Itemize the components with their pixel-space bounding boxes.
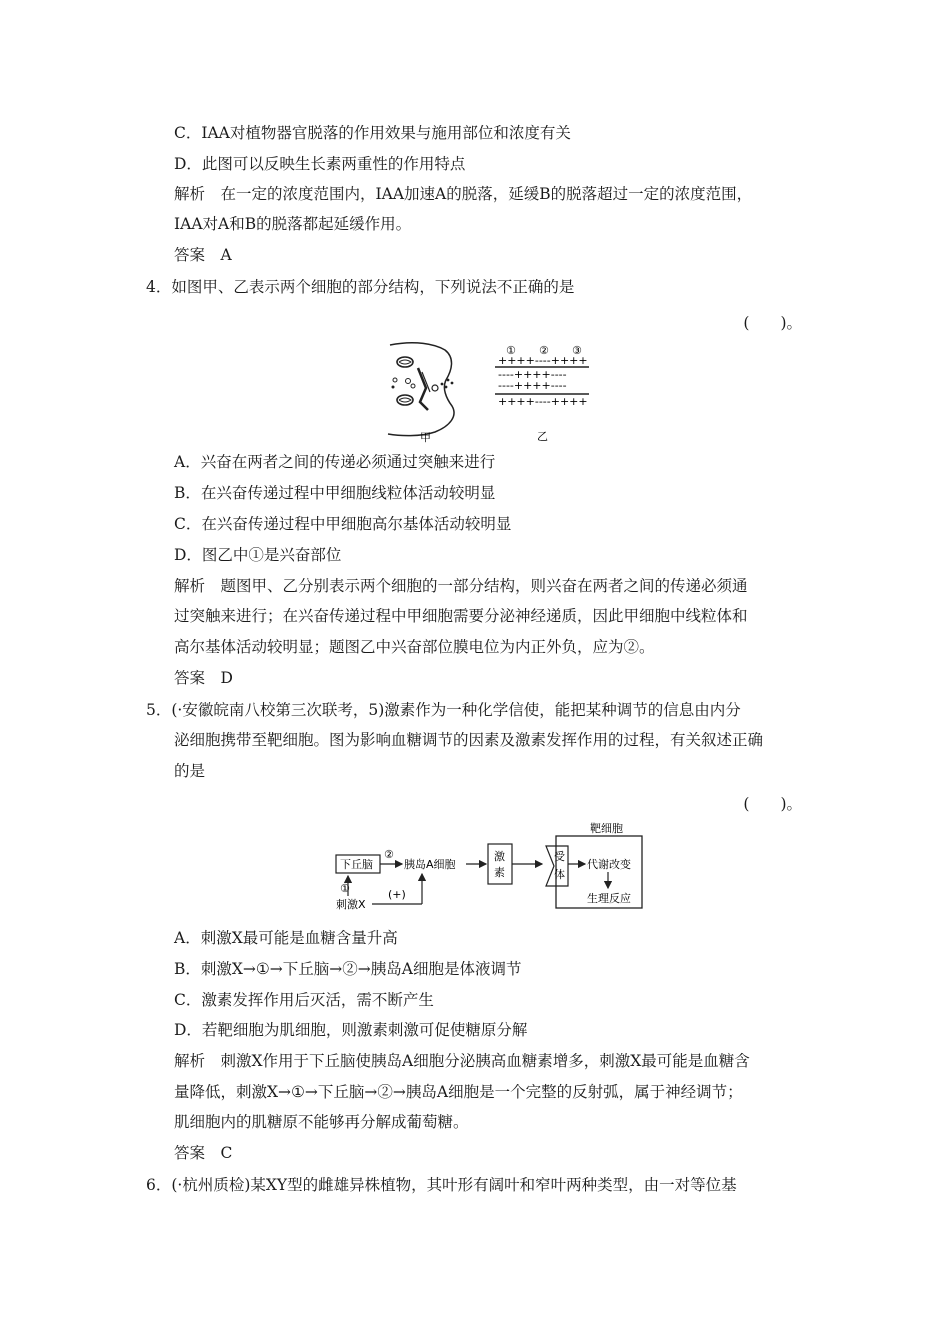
- q6-stem-line1: 6．(·杭州质检)某XY型的雌雄异株植物，其叶形有阔叶和窄叶两种类型，由一对等位基: [146, 1176, 737, 1194]
- q3-option-d: D．此图可以反映生长素两重性的作用特点: [174, 155, 466, 173]
- q4-option-d: D．图乙中①是兴奋部位: [174, 546, 342, 564]
- fig-metabolism-label: 代谢改变: [587, 858, 631, 871]
- q5-stem-line2: 泌细胞携带至靶细胞。图为影响血糖调节的因素及激素发挥作用的过程，有关叙述正确: [174, 731, 764, 749]
- fig-stimulus-label: 刺激X: [336, 898, 366, 911]
- fig-arrow2-label: ②: [384, 848, 394, 861]
- fig-receptor-label-1: 受: [554, 850, 565, 863]
- q4-option-c: C．在兴奋传递过程中甲细胞高尔基体活动较明显: [174, 515, 512, 533]
- q4-figure-yi-row3: ----++++----: [498, 379, 567, 392]
- q4-analysis-line2: 过突触来进行；在兴奋传递过程中甲细胞需要分泌神经递质，因此甲细胞中线粒体和: [174, 607, 748, 625]
- q4-analysis-line1: 解析 题图甲、乙分别表示两个细胞的一部分结构，则兴奋在两者之间的传递必须通: [174, 577, 748, 595]
- q4-figure-jia-label: 甲: [420, 431, 431, 444]
- q5-analysis-line1: 解析 刺激X作用于下丘脑使胰岛A细胞分泌胰高血糖素增多，刺激X最可能是血糖含: [174, 1052, 750, 1070]
- q3-analysis-line1: 解析 在一定的浓度范围内，IAA加速A的脱落，延缓B的脱落超过一定的浓度范围，: [174, 185, 753, 203]
- q5-stem-line3: 的是: [174, 762, 206, 780]
- q4-option-a: A．兴奋在两者之间的传递必须通过突触来进行: [174, 453, 496, 471]
- q5-analysis-line3: 肌细胞内的肌糖原不能够再分解成葡萄糖。: [174, 1113, 469, 1131]
- fig-arrow1-label: ①: [340, 882, 350, 895]
- q4-answer: 答案 D: [174, 669, 233, 687]
- q5-stem-line1: 5．(·安徽皖南八校第三次联考，5)激素作为一种化学信使，能把某种调节的信息由内分: [146, 701, 741, 719]
- q5-option-b: B．刺激X→①→下丘脑→②→胰岛A细胞是体液调节: [174, 960, 522, 978]
- fig-islet-a-label: 胰岛A细胞: [404, 858, 456, 871]
- q4-figure-yi-row2: ----++++----: [498, 368, 567, 381]
- q4-figure-yi-circle3: ③: [572, 344, 582, 357]
- q4-stem: 4．如图甲、乙表示两个细胞的部分结构，下列说法不正确的是: [146, 278, 575, 296]
- q5-answer-paren: ( )。: [743, 795, 802, 813]
- q3-answer: 答案 A: [174, 246, 232, 264]
- q4-figure-yi-circle2: ②: [539, 344, 549, 357]
- q3-analysis-line2: IAA对A和B的脱落都起延缓作用。: [174, 215, 412, 233]
- fig-target-cell-label: 靶细胞: [590, 822, 623, 835]
- fig-receptor-label-2: 体: [554, 868, 565, 881]
- q4-analysis-line3: 高尔基体活动较明显；题图乙中兴奋部位膜电位为内正外负，应为②。: [174, 638, 655, 656]
- q5-answer: 答案 C: [174, 1144, 233, 1162]
- fig-hormone-label-2: 素: [494, 866, 505, 879]
- q4-figure-yi-circle1: ①: [506, 344, 516, 357]
- q5-flow-diagram: [330, 820, 650, 915]
- q4-figure-yi: [492, 342, 592, 444]
- fig-plus-label: (+): [388, 888, 406, 901]
- q4-figure-yi-label: 乙: [537, 430, 548, 443]
- q5-analysis-line2: 量降低，刺激X→①→下丘脑→②→胰岛A细胞是一个完整的反射弧，属于神经调节；: [174, 1083, 743, 1101]
- q5-option-c: C．激素发挥作用后灭活，需不断产生: [174, 991, 434, 1009]
- q3-option-c: C．IAA对植物器官脱落的作用效果与施用部位和浓度有关: [174, 124, 571, 142]
- q4-figure-yi-row4: ++++----++++: [498, 395, 588, 408]
- fig-hypothalamus-label: 下丘脑: [340, 858, 373, 871]
- q5-option-d: D．若靶细胞为肌细胞，则激素刺激可促使糖原分解: [174, 1021, 528, 1039]
- q4-option-b: B．在兴奋传递过程中甲细胞线粒体活动较明显: [174, 484, 496, 502]
- fig-hormone-label-1: 激: [494, 850, 505, 863]
- q5-option-a: A．刺激X最可能是血糖含量升高: [174, 929, 398, 947]
- q4-figure-yi-row1: ++++----++++: [498, 354, 588, 367]
- q4-figure-jia: [380, 340, 470, 445]
- q4-answer-paren: ( )。: [743, 314, 802, 332]
- fig-response-label: 生理反应: [587, 892, 631, 905]
